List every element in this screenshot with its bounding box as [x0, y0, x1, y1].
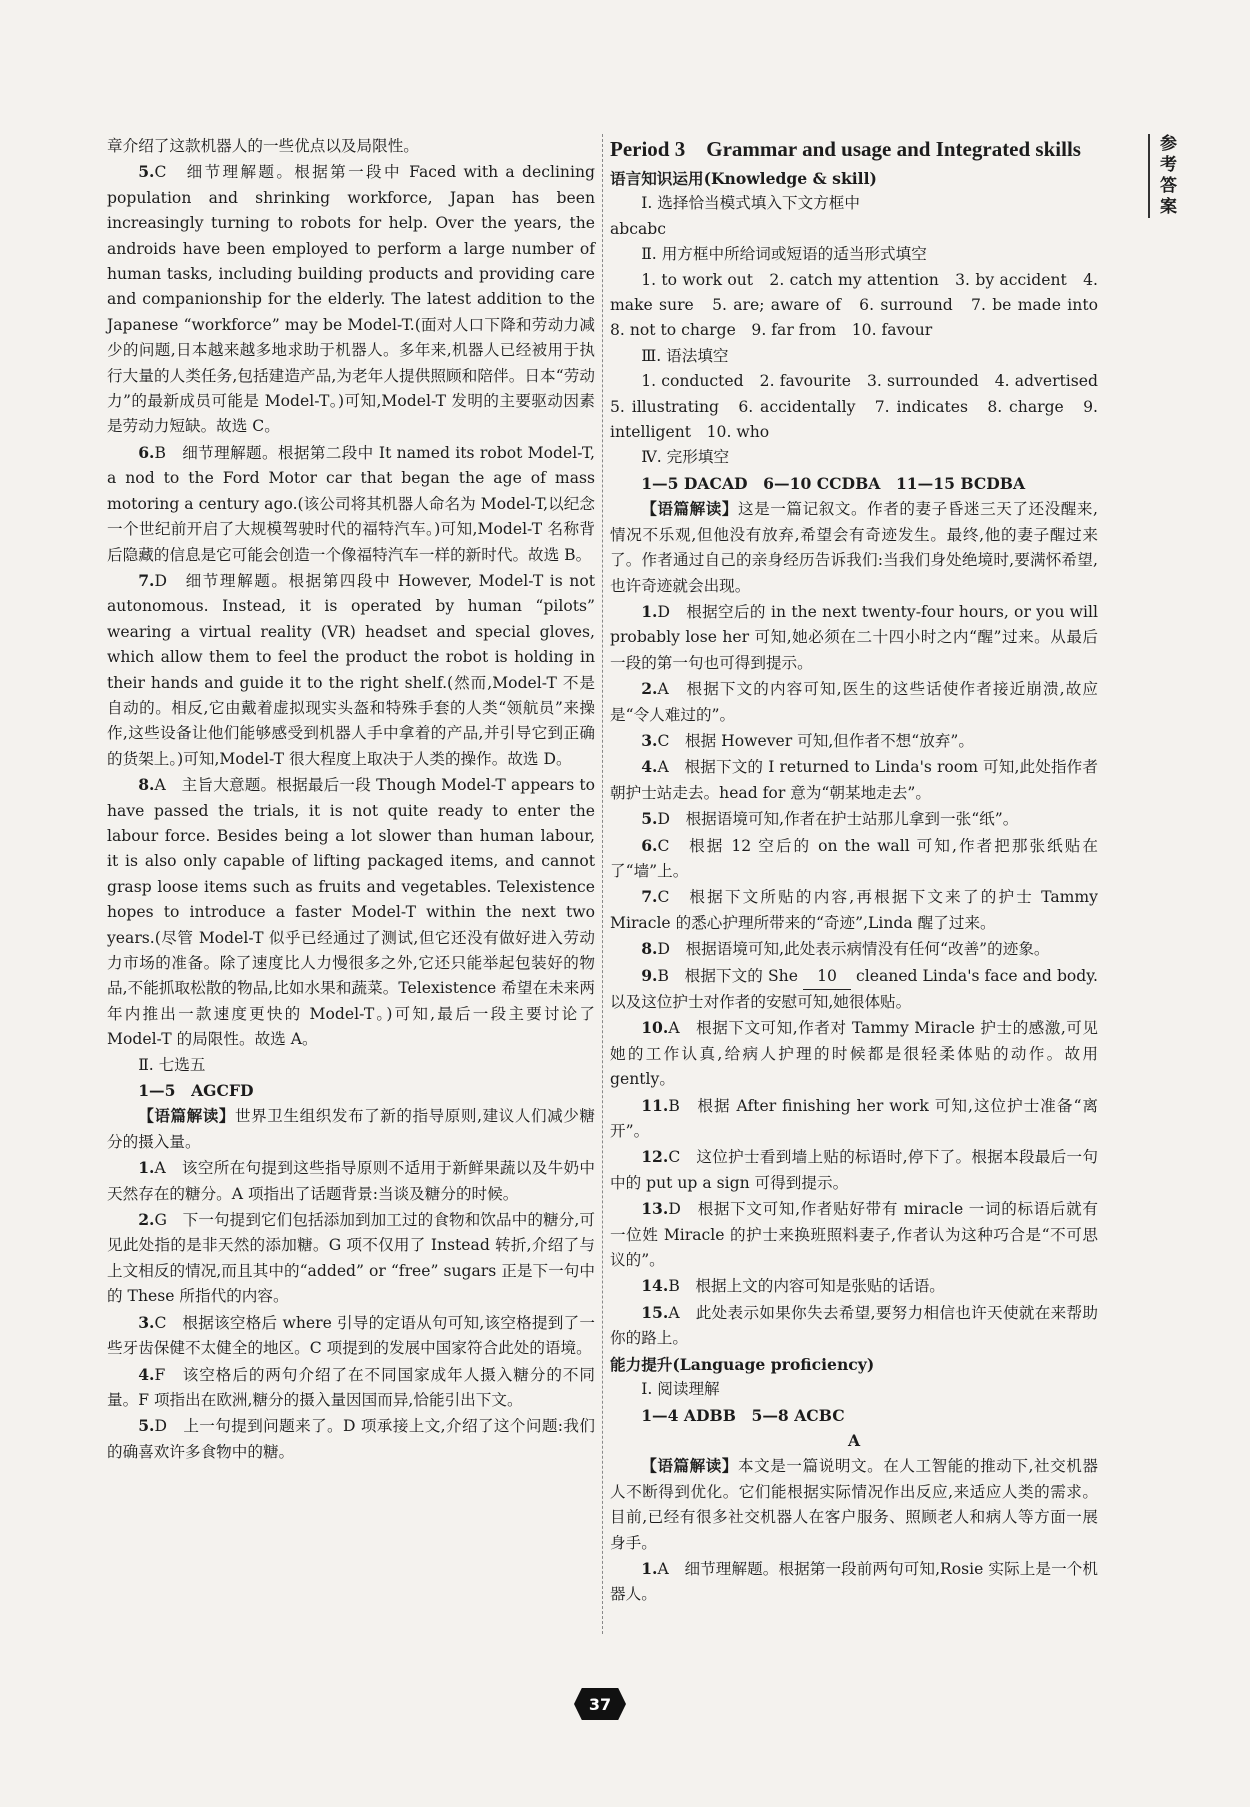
answer-item: 4.A 根据下文的 I returned to Linda's room 可知,此处指作者朝护士站走去。head for 意为“朝某地走去”。 — [610, 757, 1098, 802]
answer-item: 1.A 细节理解题。根据第一段前两句可知,Rosie 实际上是一个机器人。 — [610, 1558, 1098, 1604]
answer-item: 6.B 细节理解题。根据第二段中 It named its robot Model-T, a nod to the Ford Motor car that began the age of mass motoring a century ago.(该公司将其机器人命名为 Model-T,以纪念一个世纪前开启了大规模驾驶时代的福特汽车。)可知,Model-T 名称背后隐藏的信息是它可能会创造一个像福特汽车一样的新时代。故选 B。 — [107, 442, 595, 564]
page-number-badge — [574, 1688, 626, 1720]
answer-item: 6.C 根据 12 空后的 on the wall 可知,作者把那张纸贴在了“墙”上。 — [610, 835, 1098, 880]
passage-analysis: 【语篇解读】世界卫生组织发布了新的指导原则,建议人们减少糖分的摄入量。 — [107, 1106, 595, 1151]
answer-item: 7.C 根据下文所贴的内容,再根据下文来了的护士 Tammy Miracle 的悉心护理所带来的“奇迹”,Linda 醒了过来。 — [610, 887, 1098, 932]
answer-item: 3.C 根据 However 可知,但作者不想“放弃”。 — [641, 730, 974, 750]
subsection-heading: Ⅰ. 阅读理解 — [641, 1380, 720, 1399]
subsection-heading: Ⅰ. 选择恰当模式填入下文方框中 — [641, 194, 860, 213]
answer-item: 5.C 细节理解题。根据第一段中 Faced with a declining population and shrinking workforce, Japan has been increasingly turning to robots for help. Over the years, the androids have been employed to perform a large number of human tasks, including building products and providing care and companionship for the elderly. The latest addition to the Japanese “workforce” may be Model-T.(面对人口下降和劳动力减少的问题,日本越来越多地求助于机器人。多年来,机器人已经被用于执行大量的人类任务,包括建造产品,为老年人提供照顾和陪伴。日本“劳动力”的最新成员可能是 Model-T。)可知,Model-T 发明的主要驱动因素是劳动力短缺。故选 C。 — [107, 162, 595, 436]
answer-key: 1—5 AGCFD — [138, 1081, 254, 1101]
answer-key: 1. conducted 2. favourite 3. surrounded 4. advertised 5. illustrating 6. accidentally 7. indicates 8. charge 9. intelligent 10. who — [610, 372, 1114, 442]
subsection-heading: Ⅲ. 语法填空 — [641, 346, 729, 365]
answer-key: abcabc — [610, 219, 667, 238]
answer-item: 1.D 根据空后的 in the next twenty-four hours, or you will probably lose her 可知,她必须在二十四小时之内“醒”过来。从最后一段的第一句也可得到提示。 — [610, 601, 1098, 672]
right-column — [610, 134, 1114, 1608]
answer-item: 2.A 根据下文的内容可知,医生的这些话使作者接近崩溃,故应是“令人难过的”。 — [610, 679, 1098, 724]
answer-item: 9.B 根据下文的 She 10 cleaned Linda's face and body. 以及这位护士对作者的安慰可知,她很体贴。 — [610, 965, 1098, 1011]
answer-item: 2.G 下一句提到它们包括添加到加工过的食物和饮品中的糖分,可见此处指的是非天然的添加糖。G 项不仅用了 Instead 转折,介绍了与上文相反的情况,而且其中的“added” or “free” sugars 正是下一句中的 These 所指代的内容。 — [107, 1210, 595, 1306]
answer-item: 13.D 根据下文可知,作者贴好带有 miracle 一词的标语后就有一位姓 Miracle 的护士来换班照料妻子,作者认为这种巧合是“不可思议的”。 — [610, 1199, 1098, 1270]
answer-item: 10.A 根据下文可知,作者对 Tammy Miracle 护士的感激,可见她的工作认真,给病人护理的时候都是很轻柔体贴的动作。故用 gently。 — [610, 1018, 1098, 1089]
column-divider — [602, 134, 603, 1634]
passage-analysis: 【语篇解读】这是一篇记叙文。作者的妻子昏迷三天了还没醒来,情况不乐观,但他没有放弃,希望会有奇迹发生。最终,他的妻子醒过来了。作者通过自己的亲身经历告诉我们:当我们身处绝境时,要满怀希望,也许奇迹就会出现。 — [610, 499, 1098, 595]
section-heading-knowledge: 语言知识运用(Knowledge & skill) — [610, 169, 877, 188]
period-title: Period 3 Grammar and usage and Integrated skills — [610, 137, 1081, 161]
answer-item: 12.C 这位护士看到墙上贴的标语时,停下了。根据本段最后一句中的 put up a sign 可得到提示。 — [610, 1147, 1098, 1192]
left-column — [107, 134, 595, 1465]
side-tab: 参考答案 — [1148, 134, 1179, 218]
answer-item: 8.A 主旨大意题。根据最后一段 Though Model-T appears to have passed the trials, it is not quite ready to enter the labour force. Besides being a lot slower than human labour, it is also only capable of lifting packaged items, and cannot grasp loose items such as fruits and vegetables. Telexistence hopes to introduce a faster Model-T within the next two years.(尽管 Model-T 似乎已经通过了测试,但它还没有做好进入劳动力市场的准备。除了速度比人力慢很多之外,它还只能举起包装好的物品,不能抓取松散的物品,比如水果和蔬菜。Telexistence 希望在未来两年内推出一款速度更快的 Model-T。)可知,最后一段主要讨论了 Model-T 的局限性。故选 A。 — [107, 775, 595, 1049]
answer-item: 5.D 根据语境可知,作者在护士站那儿拿到一张“纸”。 — [641, 809, 1019, 829]
answer-item: 7.D 细节理解题。根据第四段中 However, Model-T is not autonomous. Instead, it is operated by human “pilots” wearing a virtual reality (VR) headset and special gloves, which allow them to feel the product the robot is holding in their hands and guide it to the right shelf.(然而,Model-T 不是自动的。相反,它由戴着虚拟现实头盔和特殊手套的人类“领航员”来操作,这些设备让他们能够感受到机器人手中拿着的产品,并引导它到正确的货架上。)可知,Model-T 很大程度上取决于人类的操作。故选 D。 — [107, 570, 595, 768]
section-heading: Ⅱ. 七选五 — [138, 1055, 206, 1074]
answer-key: 1—5 DACAD 6—10 CCDBA 11—15 BCDBA — [641, 473, 1026, 493]
answer-item: 5.D 上一句提到问题来了。D 项承接上文,介绍了这个问题:我们的确喜欢许多食物中的糖。 — [107, 1416, 595, 1461]
answer-item: 14.B 根据上文的内容可知是张贴的话语。 — [641, 1276, 945, 1296]
subsection-heading: Ⅳ. 完形填空 — [641, 448, 730, 467]
passage-analysis: 【语篇解读】本文是一篇说明文。在人工智能的推动下,社交机器人不断得到优化。它们能根据实际情况作出反应,来适应人类的需求。目前,已经有很多社交机器人在客户服务、照顾老人和病人等方面一展身手。 — [610, 1456, 1098, 1552]
answer-item: 3.C 根据该空格后 where 引导的定语从句可知,该空格提到了一些牙齿保健不太健全的地区。C 项提到的发展中国家符合此处的语境。 — [107, 1312, 595, 1358]
answer-item: 11.B 根据 After finishing her work 可知,这位护士准备“离开”。 — [610, 1095, 1098, 1141]
answer-item: 8.D 根据语境可知,此处表示病情没有任何“改善”的迹象。 — [641, 939, 1050, 959]
answer-item: 1.A 该空所在句提到这些指导原则不适用于新鲜果蔬以及牛奶中天然存在的糖分。A 项指出了话题背景:当谈及糖分的时候。 — [107, 1158, 595, 1203]
continuation-text: 章介绍了这款机器人的一些优点以及局限性。 — [107, 137, 419, 155]
section-heading-proficiency: 能力提升(Language proficiency) — [610, 1354, 875, 1374]
page-number: 37 — [588, 1694, 612, 1714]
passage-label: A — [847, 1430, 861, 1450]
blank-number: 10 — [803, 964, 851, 990]
subsection-heading: Ⅱ. 用方框中所给词或短语的适当形式填空 — [641, 245, 927, 264]
answer-key: 1—4 ADBB 5—8 ACBC — [641, 1405, 845, 1425]
answer-item: 15.A 此处表示如果你失去希望,要努力相信也许天使就在来帮助你的路上。 — [610, 1302, 1098, 1348]
answer-key: 1. to work out 2. catch my attention 3. by accident 4. make sure 5. are; aware of 6. surround 7. be made into 8. not to charge 9. far from 10. favour — [610, 270, 1114, 340]
answer-item: 4.F 该空格后的两句介绍了在不同国家成年人摄入糖分的不同量。F 项指出在欧洲,糖分的摄入量因国而异,恰能引出下文。 — [107, 1364, 595, 1409]
